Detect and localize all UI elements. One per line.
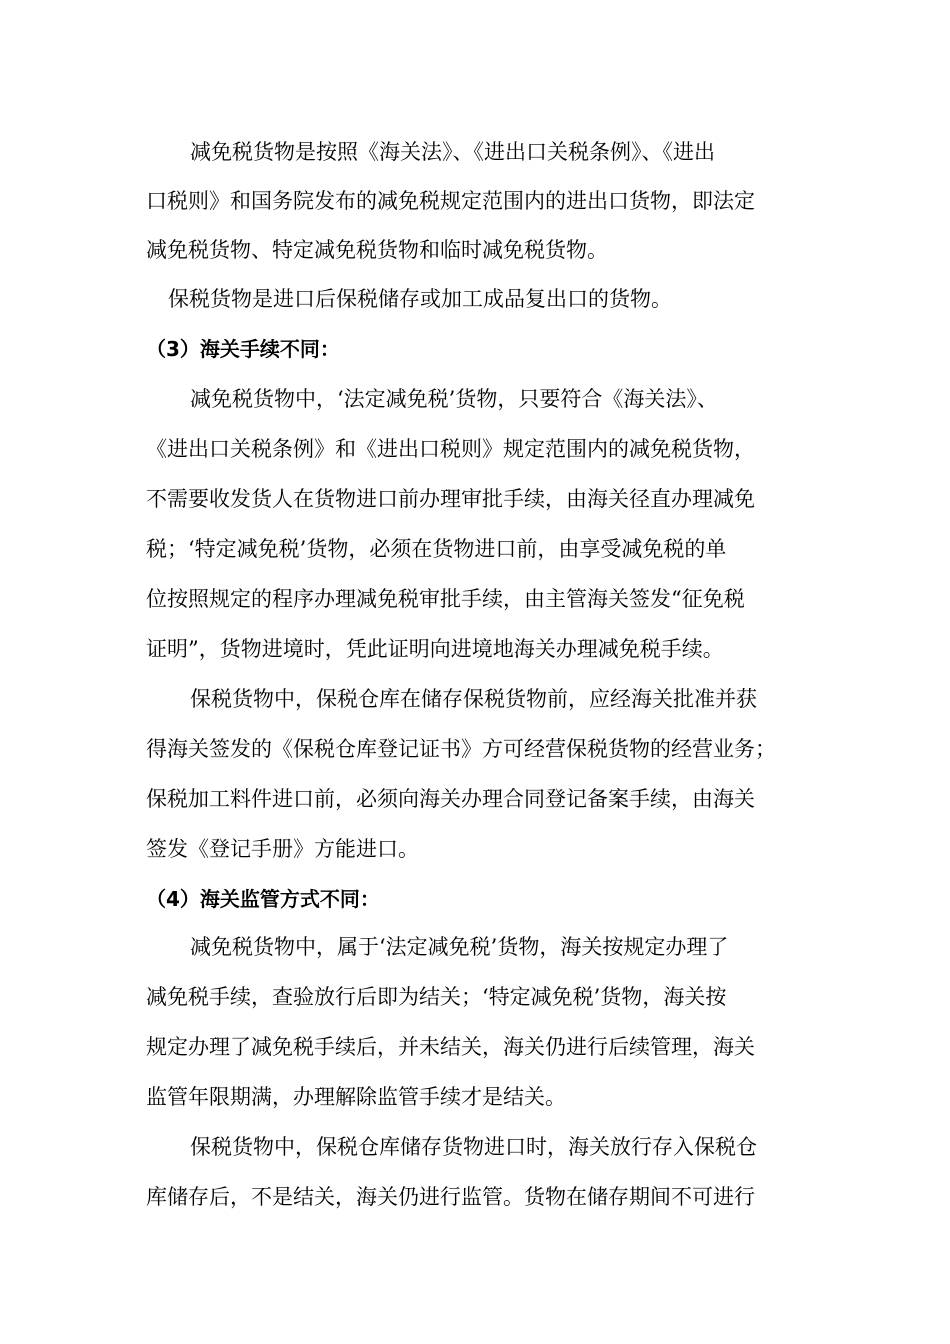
- section-heading: （3）海关手续不同：: [146, 337, 340, 361]
- paragraph-line: 保税加工料件进口前，必须向海关办理合同登记备案手续，由海关: [146, 787, 755, 811]
- paragraph-line: 保税货物中，保税仓库储存货物进口时，海关放行存入保税仓: [190, 1135, 757, 1159]
- paragraph-line: 保税货物中，保税仓库在储存保税货物前，应经海关批准并获: [190, 687, 757, 711]
- paragraph-line: 位按照规定的程序办理减免税审批手续，由主管海关签发“征免税: [146, 587, 745, 611]
- paragraph-line: 证明”，货物进境时，凭此证明向进境地海关办理减免税手续。: [146, 637, 724, 661]
- paragraph-line: 得海关签发的《保税仓库登记证书》方可经营保税货物的经营业务；: [146, 737, 776, 761]
- paragraph-line: 不需要收发货人在货物进口前办理审批手续，由海关径直办理减免: [146, 487, 755, 511]
- paragraph-line: 减免税货物、特定减免税货物和临时减免税货物。: [146, 238, 608, 262]
- paragraph-line: 规定办理了减免税手续后，并未结关，海关仍进行后续管理，海关: [146, 1035, 755, 1059]
- paragraph-line: 减免税货物是按照《海关法》、《进出口关税条例》、《进出: [190, 140, 715, 164]
- paragraph-line: 减免税货物中，‘法定减免税’货物，只要符合《海关法》、: [190, 387, 718, 411]
- paragraph-line: 《进出口关税条例》和《进出口税则》规定范围内的减免税货物，: [146, 437, 755, 461]
- section-heading: （4）海关监管方式不同：: [146, 887, 380, 911]
- paragraph-line: 监管年限期满，办理解除监管手续才是结关。: [146, 1085, 566, 1109]
- paragraph-line: 减免税手续，查验放行后即为结关；‘特定减免税’货物，海关按: [146, 985, 727, 1009]
- paragraph-line: 保税货物是进口后保税储存或加工成品复出口的货物。: [168, 287, 672, 311]
- paragraph-line: 口税则》和国务院发布的减免税规定范围内的进出口货物，即法定: [146, 189, 755, 213]
- paragraph-line: 减免税货物中，属于‘法定减免税’货物，海关按规定办理了: [190, 935, 729, 959]
- paragraph-line: 库储存后，不是结关，海关仍进行监管。货物在储存期间不可进行: [146, 1185, 755, 1209]
- paragraph-line: 签发《登记手册》方能进口。: [146, 837, 419, 861]
- paragraph-line: 税；‘特定减免税’货物，必须在货物进口前，由享受减免税的单: [146, 537, 727, 561]
